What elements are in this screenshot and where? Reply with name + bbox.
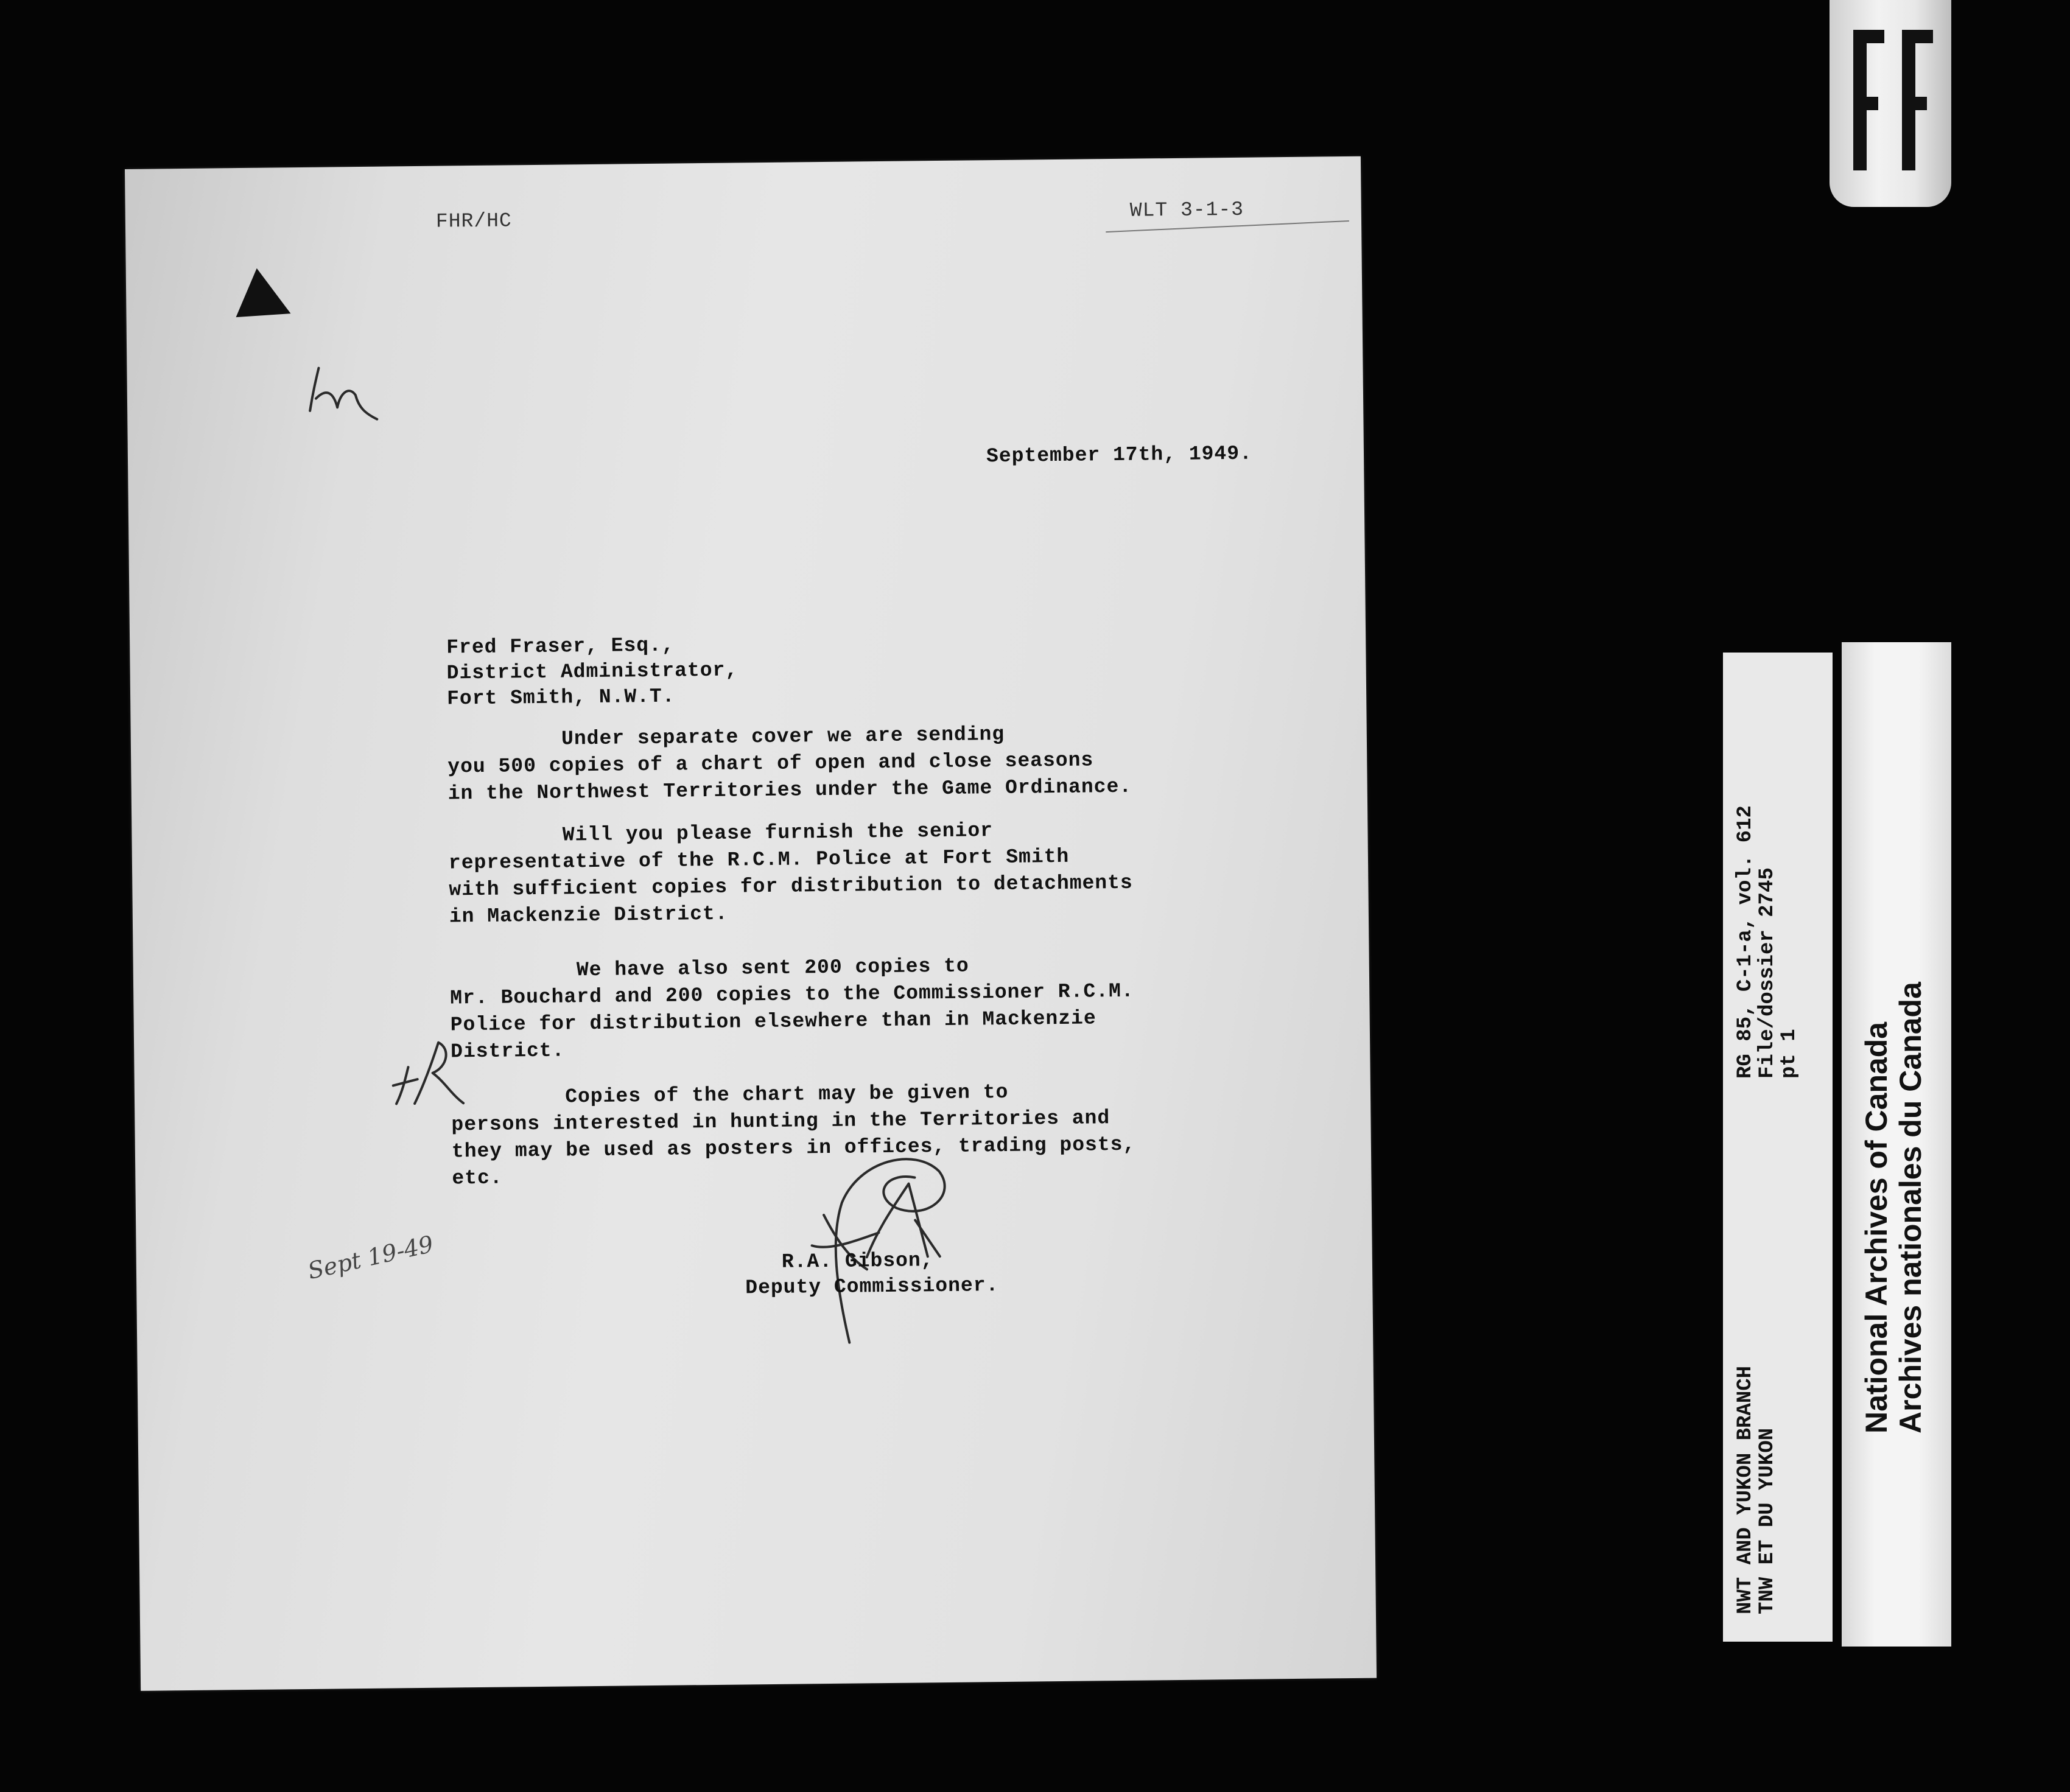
signature-scribble-icon	[774, 1134, 996, 1356]
triangle-stamp-icon	[236, 265, 297, 326]
recipient-name: Fred Fraser, Esq.,	[446, 634, 675, 659]
institution-strip	[1842, 642, 1951, 1647]
paragraph-1: Under separate cover we are sending you 500 copies of a chart of open and close seasons in the Northwest Territories under the Game Ordinance.	[447, 723, 1132, 805]
handwritten-margin-note-icon	[390, 1036, 469, 1116]
signatory-title: Deputy Commissioner.	[745, 1274, 999, 1300]
record-group-reference: RG 85, C-1-a, vol. 612	[1734, 805, 1757, 1079]
institution-name-fr: Archives nationales du Canada	[1893, 982, 1928, 1433]
recipient-location: Fort Smith, N.W.T.	[446, 685, 675, 710]
file-reference: WLT 3-1-3	[1129, 198, 1244, 222]
institution-name-en: National Archives of Canada	[1859, 1021, 1893, 1433]
handwritten-initials-icon	[303, 361, 389, 429]
recipient-title: District Administrator,	[446, 659, 739, 685]
paragraph-3: We have also sent 200 copies to Mr. Bouchard and 200 copies to the Commissioner R.C.M. Police for distribution elsewhere than in Mackenzie District.	[449, 954, 1134, 1063]
signatory-name: R.A. Gibson,	[781, 1249, 934, 1273]
branch-name-en: NWT AND YUKON BRANCH	[1734, 1365, 1757, 1614]
letter-date: September 17th, 1949.	[986, 442, 1253, 468]
reference-initials: FHR/HC	[435, 209, 512, 233]
branch-name-fr: TNW ET DU YUKON	[1756, 1427, 1779, 1614]
archive-reference-strip	[1723, 653, 1833, 1642]
registration-mark	[1830, 0, 1951, 207]
paragraph-4: Copies of the chart may be given to persons interested in hunting in the Territories and they may be used as posters in offices, trading posts, etc.	[451, 1080, 1136, 1190]
file-dossier-reference: File/dossier 2745	[1756, 867, 1779, 1079]
part-reference: pt 1	[1778, 1029, 1801, 1079]
paragraph-2: Will you please furnish the senior representative of the R.C.M. Police at Fort Smith with sufficient copies for distribution to detachments in Mackenzie District.	[448, 819, 1133, 928]
letter-page	[125, 156, 1377, 1691]
handwritten-date: Sept 19-49	[305, 1230, 436, 1285]
